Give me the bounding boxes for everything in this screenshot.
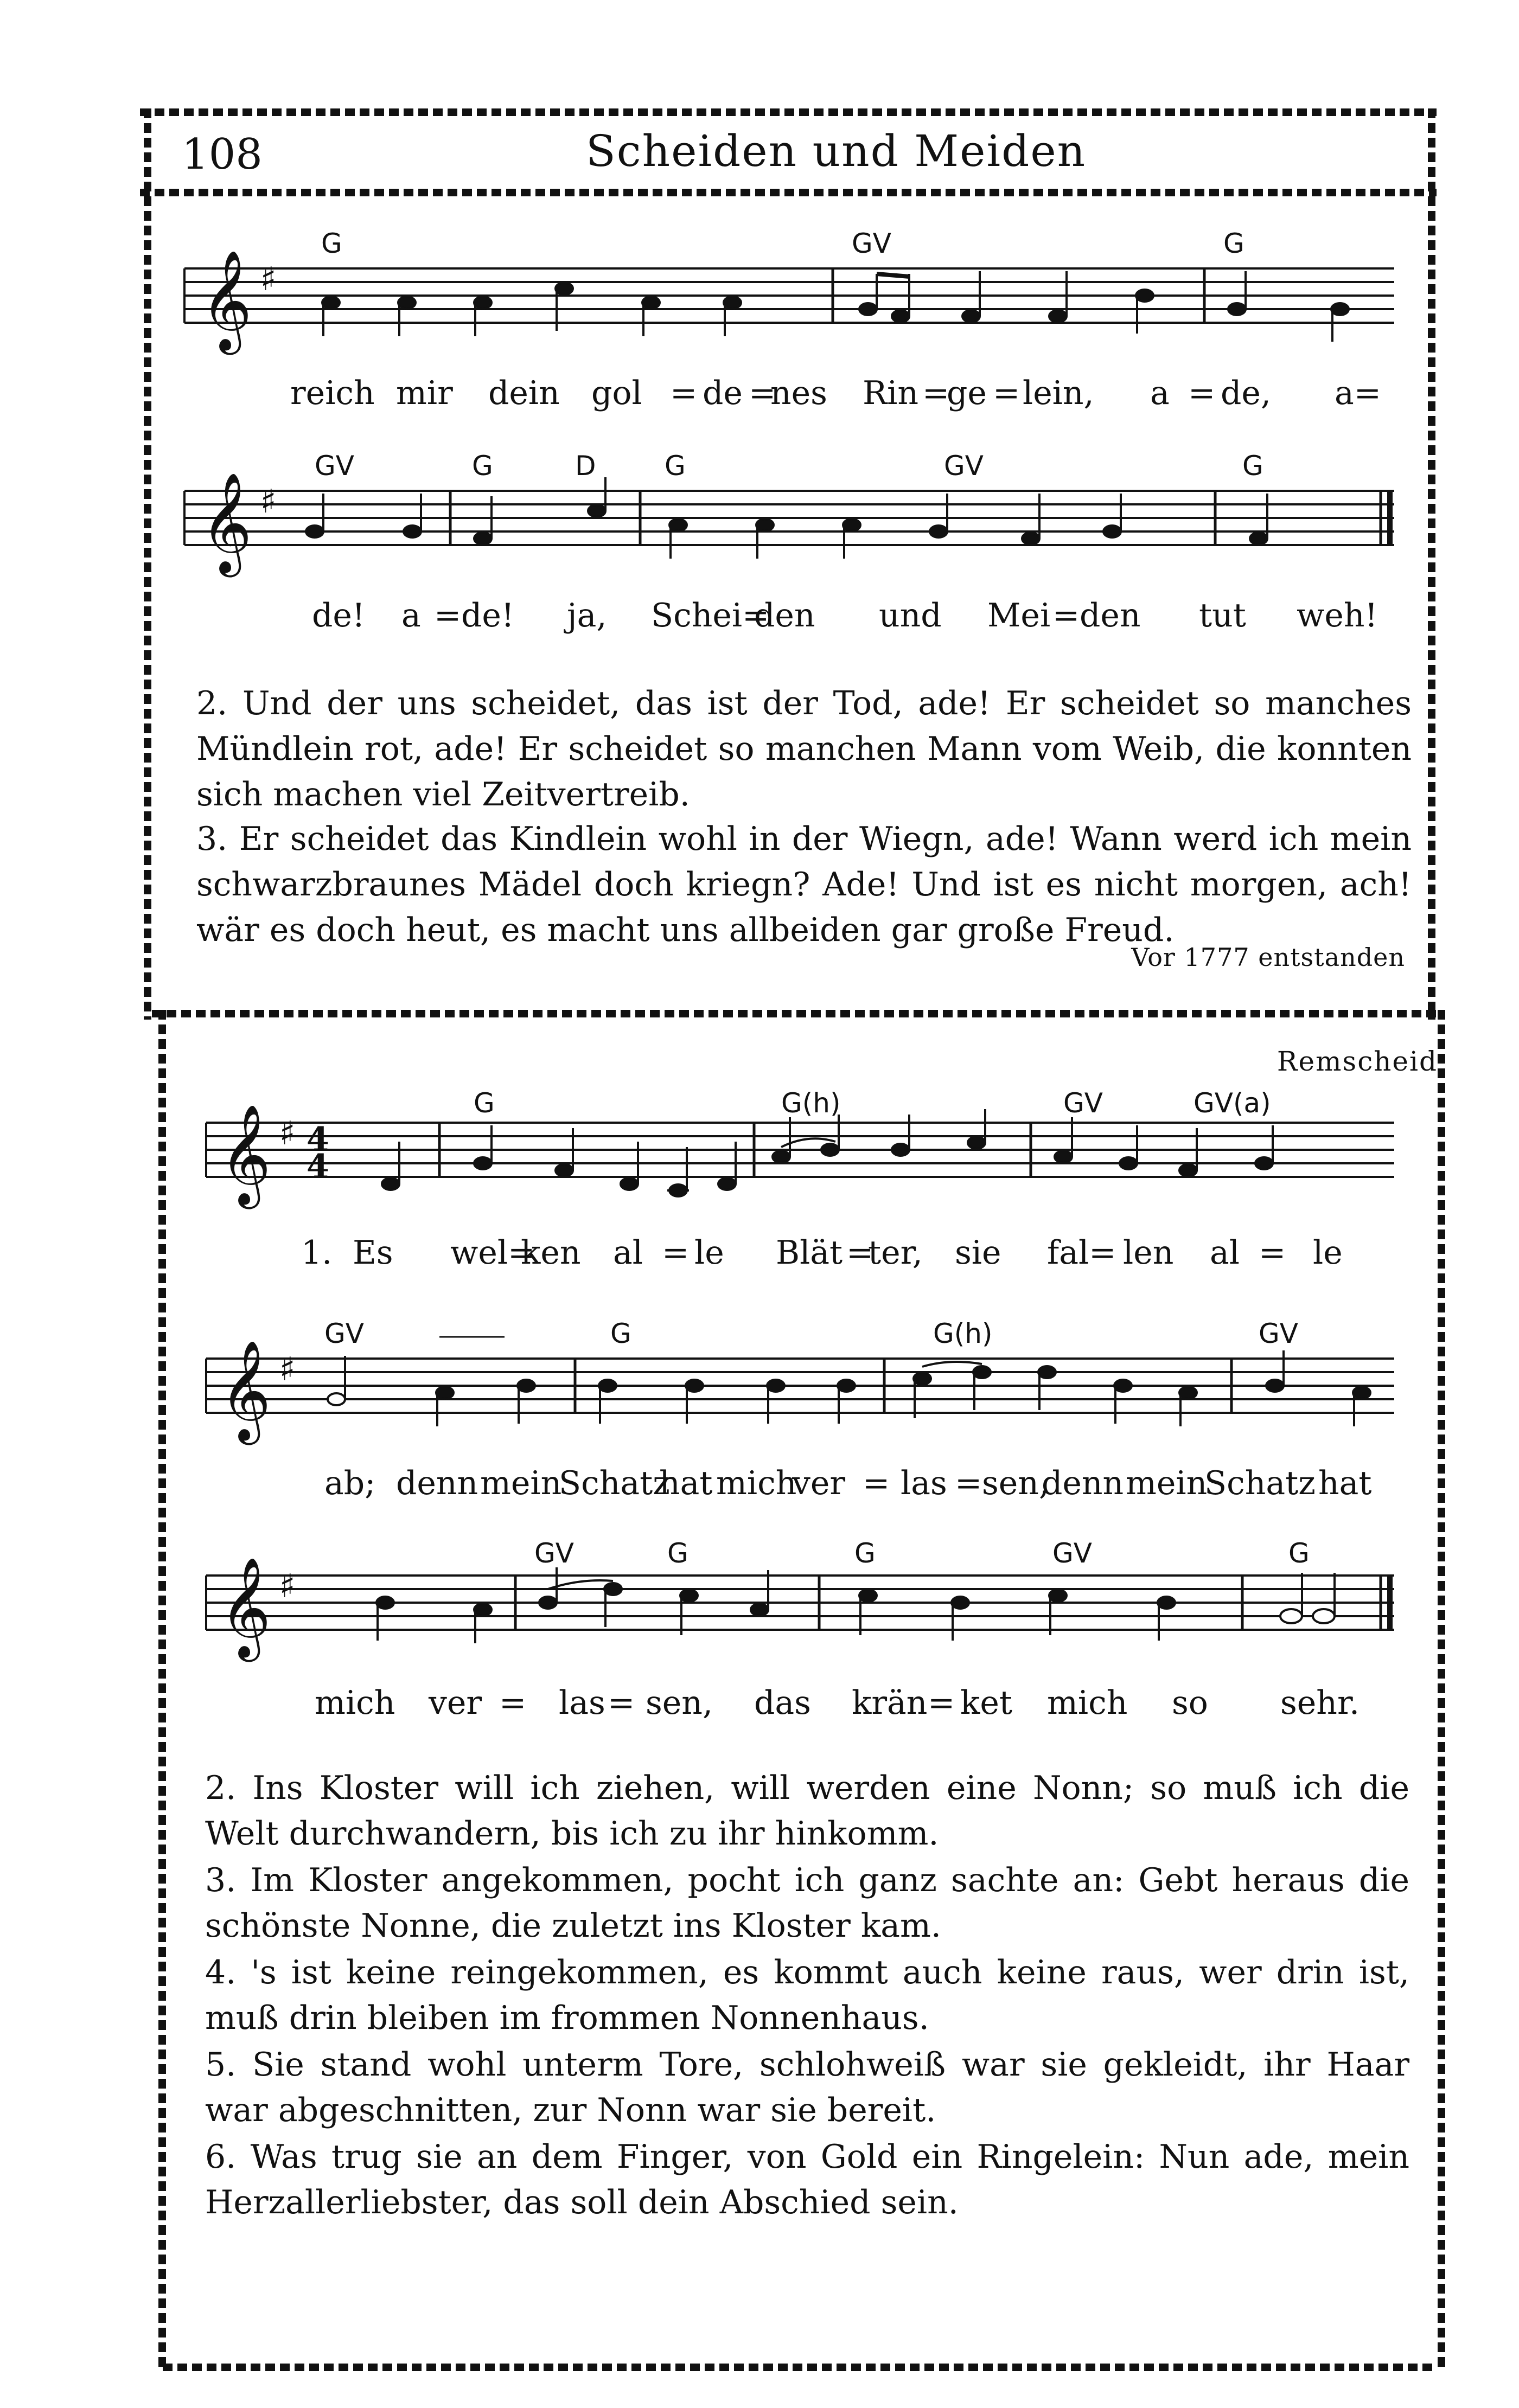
time-signature: 4 xyxy=(307,1120,329,1158)
header-rule xyxy=(140,189,1437,196)
verse-song2-2: 2. Ins Kloster will ich ziehen, will werden eine Nonn; so muß ich die Welt durchwandern, bis ich zu ihr hinkomm. xyxy=(205,1769,1409,1853)
verse-song1-2: 2. Und der uns scheidet, das ist der Tod, ade! Er scheidet so manches Mündlein rot, ade! Er scheidet so manchen Mann vom Weib, die konnten sich machen viel Zeitvertreib. xyxy=(196,684,1412,814)
lyrics-song2-line2: ab; denn mein Schatz hat mich ver = las = sen, denn mein Schatz hat xyxy=(324,1464,1372,1502)
treble-clef-icon: 𝄞 xyxy=(201,249,252,350)
lyrics-song2-line1: 1. Es wel= ken al = le Blät = ter, sie fal= len al = le xyxy=(301,1234,1343,1272)
chord: G xyxy=(321,228,342,259)
treble-clef-icon: 𝄞 xyxy=(220,1339,271,1440)
key-signature-sharp: ♯ xyxy=(260,483,277,521)
treble-clef-icon: 𝄞 xyxy=(220,1556,271,1657)
chord: GV xyxy=(852,228,891,259)
key-signature-sharp: ♯ xyxy=(279,1350,296,1388)
lyrics-song1-line2: de! a = de! ja, Schei= den und Mei = den tut weh! xyxy=(312,597,1378,635)
treble-clef-icon: 𝄞 xyxy=(201,471,252,573)
chord-row-2: GV G D G GV G xyxy=(315,450,1263,482)
key-signature-sharp: ♯ xyxy=(279,1567,296,1605)
verse-song2-5: 5. Sie stand wohl unterm Tore, schlohweiß war sie gekleidt, ihr Haar war abgeschnitten, zur Nonn war sie bereit. xyxy=(205,2046,1409,2129)
verse-song1-3: 3. Er scheidet das Kindlein wohl in der Wiegn, ade! Wann werd ich mein schwarzbraunes Mädel doch kriegn? Ade! Und ist es nicht morgen, ach! wär es doch heut, es macht uns allbeiden gar große Freud. xyxy=(196,820,1412,949)
lyrics-song1-line1: reich mir dein gol = de = nes Rin = ge = lein, a = de, a= xyxy=(290,374,1382,412)
chord: G xyxy=(1223,228,1244,259)
chord-row-3: G G(h) GV GV(a) xyxy=(474,1087,1271,1119)
verse-song2-4: 4. 's ist keine reingekommen, es kommt auch keine raus, wer drin ist, muß drin bleiben im frommen Nonnenhaus. xyxy=(205,1954,1409,2037)
frame-bottom-border xyxy=(163,2364,1432,2371)
lyrics-song2-line3: mich ver = las = sen, das krän = ket mich so sehr. xyxy=(315,1684,1360,1722)
key-signature-sharp: ♯ xyxy=(260,260,277,298)
key-signature-sharp: ♯ xyxy=(279,1115,296,1152)
time-signature: 4 xyxy=(307,1148,329,1186)
chord-row-4: GV G G(h) GV xyxy=(324,1318,1298,1349)
frame-right-border-lower xyxy=(1438,1010,1445,2371)
frame-top-border xyxy=(140,108,1437,116)
frame-right-border xyxy=(1428,108,1435,1020)
frame-left-border xyxy=(144,108,151,1020)
place-of-origin: Remscheid xyxy=(1277,1046,1438,1077)
chord-row-5: GV G G GV G xyxy=(534,1538,1310,1569)
origin-note: Vor 1777 entstanden xyxy=(1131,943,1405,972)
page-number: 108 xyxy=(182,130,263,179)
verse-song2-3: 3. Im Kloster angekommen, pocht ich ganz sachte an: Gebt heraus die schönste Nonne, die zuletzt ins Kloster kam. xyxy=(205,1861,1409,1945)
running-title: Scheiden und Meiden xyxy=(586,126,1087,176)
verse-song2-6: 6. Was trug sie an dem Finger, von Gold ein Ringelein: Nun ade, mein Herzallerliebster, das soll dein Abschied sein. xyxy=(205,2138,1409,2221)
section-divider xyxy=(152,1010,1443,1017)
treble-clef-icon: 𝄞 xyxy=(220,1103,271,1205)
frame-left-border-lower xyxy=(158,1010,166,2371)
